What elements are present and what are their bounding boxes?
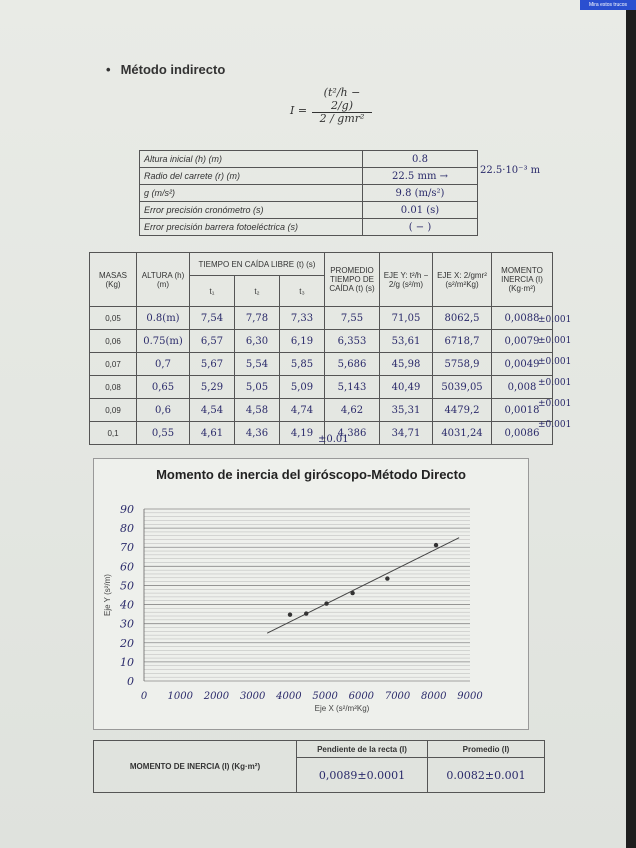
table-cell-masa: 0,09 xyxy=(90,399,137,422)
param-label: Radio del carrete (r) (m) xyxy=(140,168,363,185)
table-cell-t3: 5,09 xyxy=(280,376,325,399)
y-tick-label: 40 xyxy=(120,598,134,612)
x-tick-label: 5000 xyxy=(312,691,338,702)
table-cell-x: 6718,7 xyxy=(433,330,492,353)
table-cell-t2: 4,58 xyxy=(235,399,280,422)
data-point xyxy=(324,601,328,605)
formula-lhs: I = xyxy=(290,104,308,117)
data-point xyxy=(288,612,292,616)
promedio-value: 0.0082±0.001 xyxy=(428,758,545,793)
table-cell-prom: 4,386 xyxy=(325,422,380,445)
table-cell-altura: 0,6 xyxy=(137,399,190,422)
table-cell-prom: 5,143 xyxy=(325,376,380,399)
table-cell-t3: 7,33 xyxy=(280,307,325,330)
error-note: ±0.001 xyxy=(538,420,572,430)
header-masas: MASAS (Kg) xyxy=(90,253,137,307)
y-tick-label: 0 xyxy=(127,675,134,688)
y-tick-label: 20 xyxy=(120,636,134,650)
param-value: 0.8 xyxy=(363,151,478,168)
table-cell-t3: 6,19 xyxy=(280,330,325,353)
table-row xyxy=(90,399,553,422)
table-cell-masa: 0,05 xyxy=(90,307,137,330)
table-cell-altura: 0,65 xyxy=(137,376,190,399)
param-row xyxy=(140,185,478,202)
x-tick-label: 4000 xyxy=(276,691,302,702)
y-tick-label: 60 xyxy=(120,560,134,574)
table-row xyxy=(90,376,553,399)
table-cell-prom: 5,686 xyxy=(325,353,380,376)
table-cell-t3: 4,74 xyxy=(280,399,325,422)
param-label: Altura inicial (h) (m) xyxy=(140,151,363,168)
table-cell-altura: 0,55 xyxy=(137,422,190,445)
scatter-chart xyxy=(94,459,528,729)
header-t1: t₁ xyxy=(190,276,235,307)
table-header-row xyxy=(90,253,553,276)
table-cell-t2: 5,54 xyxy=(235,353,280,376)
promedio-header: Promedio (I) xyxy=(428,741,545,758)
y-tick-label: 70 xyxy=(120,541,134,555)
table-cell-i: 0,008 xyxy=(492,376,553,399)
x-tick-label: 6000 xyxy=(348,691,375,702)
x-tick-label: 3000 xyxy=(239,691,266,702)
table-cell-altura: 0.8(m) xyxy=(137,307,190,330)
data-point xyxy=(304,611,308,615)
y-tick-label: 10 xyxy=(120,655,134,669)
formula-numerator: (t²/h − 2/g) xyxy=(312,86,372,113)
data-table xyxy=(89,252,553,445)
param-value: ( − ) xyxy=(363,219,478,236)
table-cell-y: 53,61 xyxy=(380,330,433,353)
header-momento: MOMENTO INERCIA (I) (Kg·m²) xyxy=(492,253,553,307)
header-eje-x: EJE X: 2/gmr² (s²/m²Kg) xyxy=(433,253,492,307)
table-cell-x: 5758,9 xyxy=(433,353,492,376)
table-cell-y: 45,98 xyxy=(380,353,433,376)
table-cell-x: 8062,5 xyxy=(433,307,492,330)
header-altura: ALTURA (h) (m) xyxy=(137,253,190,307)
table-cell-prom: 6,353 xyxy=(325,330,380,353)
param-label: Error precisión barrera fotoeléctrica (s) xyxy=(140,219,363,236)
table-cell-t3: 5,85 xyxy=(280,353,325,376)
table-cell-prom: 7,55 xyxy=(325,307,380,330)
error-note: ±0.001 xyxy=(538,336,572,346)
pendiente-header: Pendiente de la recta (I) xyxy=(297,741,428,758)
param-row xyxy=(140,219,478,236)
table-row xyxy=(90,307,553,330)
table-cell-x: 4031,24 xyxy=(433,422,492,445)
y-tick-label: 80 xyxy=(120,522,134,536)
table-cell-t1: 6,57 xyxy=(190,330,235,353)
average-error-note: ±0.01 xyxy=(318,434,349,445)
table-cell-x: 5039,05 xyxy=(433,376,492,399)
table-row xyxy=(90,330,553,353)
formula-denominator: 2 / gmr² xyxy=(319,112,365,125)
x-tick-label: 1000 xyxy=(167,691,193,702)
table-cell-y: 35,31 xyxy=(380,399,433,422)
y-tick-label: 90 xyxy=(120,503,134,516)
section-heading: • Método indirecto xyxy=(106,62,226,77)
table-cell-i: 0,0086 xyxy=(492,422,553,445)
error-note: ±0.001 xyxy=(538,378,572,388)
chart-container xyxy=(93,458,529,730)
header-t2: t₂ xyxy=(235,276,280,307)
table-cell-y: 34,71 xyxy=(380,422,433,445)
header-eje-y: EJE Y: t²/h − 2/g (s²/m) xyxy=(380,253,433,307)
param-label: g (m/s²) xyxy=(140,185,363,202)
radius-note: 22.5·10⁻³ m xyxy=(480,165,541,176)
param-value: 22.5 mm → xyxy=(363,168,478,185)
summary-header-row xyxy=(94,741,545,758)
summary-label: MOMENTO DE INERCIA (I) (Kg·m²) xyxy=(94,741,297,793)
error-note: ±0.001 xyxy=(538,315,572,325)
table-cell-y: 71,05 xyxy=(380,307,433,330)
table-cell-t2: 5,05 xyxy=(235,376,280,399)
section-title: Método indirecto xyxy=(120,62,226,77)
param-label: Error precisión cronómetro (s) xyxy=(140,202,363,219)
x-axis-label: Eje X (s²/m²Kg) xyxy=(314,704,370,713)
table-cell-i: 0,0088 xyxy=(492,307,553,330)
param-value: 0.01 (s) xyxy=(363,202,478,219)
parameters-table xyxy=(139,150,478,236)
x-tick-label: 2000 xyxy=(203,691,230,702)
table-row xyxy=(90,353,553,376)
param-row xyxy=(140,168,478,185)
table-cell-i: 0,0079 xyxy=(492,330,553,353)
table-cell-t1: 5,67 xyxy=(190,353,235,376)
data-point xyxy=(385,576,389,580)
y-axis-label: Eje Y (s²/m) xyxy=(103,574,112,616)
table-cell-altura: 0,7 xyxy=(137,353,190,376)
table-cell-t2: 4,36 xyxy=(235,422,280,445)
param-row xyxy=(140,151,478,168)
table-cell-t3: 4,19 xyxy=(280,422,325,445)
table-cell-prom: 4,62 xyxy=(325,399,380,422)
table-cell-masa: 0,1 xyxy=(90,422,137,445)
data-point xyxy=(434,543,438,547)
header-t3: t₃ xyxy=(280,276,325,307)
table-cell-t1: 4,54 xyxy=(190,399,235,422)
errors-column xyxy=(538,310,571,436)
table-cell-t1: 4,61 xyxy=(190,422,235,445)
header-promedio: PROMEDIO TIEMPO DE CAÍDA (t) (s) xyxy=(325,253,380,307)
table-cell-x: 4479,2 xyxy=(433,399,492,422)
table-cell-y: 40,49 xyxy=(380,376,433,399)
inertia-summary-table xyxy=(93,740,545,793)
table-cell-masa: 0,08 xyxy=(90,376,137,399)
table-cell-t1: 7,54 xyxy=(190,307,235,330)
y-tick-label: 30 xyxy=(120,617,134,631)
y-tick-label: 50 xyxy=(120,579,134,593)
table-cell-i: 0,0049 xyxy=(492,353,553,376)
table-cell-masa: 0,07 xyxy=(90,353,137,376)
table-cell-masa: 0,06 xyxy=(90,330,137,353)
param-value: 9.8 (m/s²) xyxy=(363,185,478,202)
table-cell-i: 0,0018 xyxy=(492,399,553,422)
header-tiempo: TIEMPO EN CAÍDA LIBRE (t) (s) xyxy=(190,253,325,276)
x-tick-label: 0 xyxy=(140,691,148,702)
table-cell-t2: 6,30 xyxy=(235,330,280,353)
x-tick-label: 9000 xyxy=(457,691,483,702)
table-cell-altura: 0.75(m) xyxy=(137,330,190,353)
x-tick-label: 8000 xyxy=(421,691,447,702)
top-strip[interactable]: Mira estos trucos xyxy=(580,0,636,10)
table-cell-t1: 5,29 xyxy=(190,376,235,399)
table-cell-t2: 7,78 xyxy=(235,307,280,330)
error-note: ±0.001 xyxy=(538,357,572,367)
data-point xyxy=(350,591,354,595)
inertia-formula xyxy=(290,86,380,138)
pendiente-value: 0,0089±0.0001 xyxy=(297,758,428,793)
error-note: ±0.001 xyxy=(538,399,572,409)
param-row xyxy=(140,202,478,219)
chart-title: Momento de inercia del giróscopo-Método Directo xyxy=(156,467,466,482)
x-tick-label: 7000 xyxy=(384,691,411,702)
